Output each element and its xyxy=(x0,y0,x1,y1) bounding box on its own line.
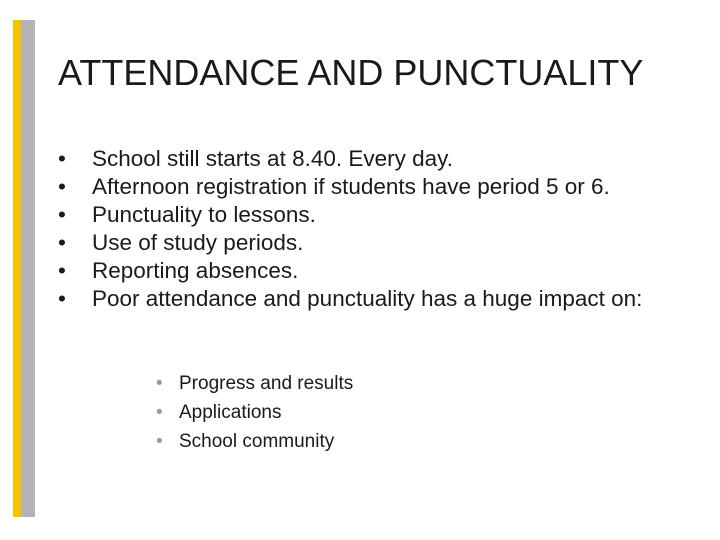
sub-bullet-dot-icon: • xyxy=(156,402,163,423)
slide-title: ATTENDANCE AND PUNCTUALITY xyxy=(58,52,644,93)
bullet-dot-icon: • xyxy=(58,286,66,311)
bullet-item xyxy=(58,145,708,173)
bullet-dot-icon: • xyxy=(58,202,66,227)
bullet-text: Poor attendance and punctuality has a huge impact on: xyxy=(92,286,643,311)
sub-bullet-dot-icon: • xyxy=(156,431,163,452)
bullet-item xyxy=(58,229,708,257)
bullet-item xyxy=(58,201,708,229)
sub-bullet-item xyxy=(156,427,353,456)
accent-bar-gray xyxy=(21,20,35,517)
bullet-list xyxy=(58,145,708,313)
bullet-text: Punctuality to lessons. xyxy=(92,202,316,227)
sub-bullet-list xyxy=(156,369,353,456)
bullet-item xyxy=(58,285,708,313)
bullet-item xyxy=(58,257,708,285)
sub-bullet-item xyxy=(156,398,353,427)
bullet-dot-icon: • xyxy=(58,258,66,283)
sub-bullet-text: Applications xyxy=(179,402,282,423)
bullet-dot-icon: • xyxy=(58,146,66,171)
bullet-text: Reporting absences. xyxy=(92,258,299,283)
bullet-dot-icon: • xyxy=(58,174,66,199)
sub-bullet-item xyxy=(156,369,353,398)
sub-bullet-dot-icon: • xyxy=(156,373,163,394)
bullet-text: School still starts at 8.40. Every day. xyxy=(92,146,453,171)
bullet-item xyxy=(58,173,708,201)
bullet-text: Use of study periods. xyxy=(92,230,304,255)
bullet-text: Afternoon registration if students have period 5 or 6. xyxy=(92,174,610,199)
sub-bullet-text: School community xyxy=(179,431,335,452)
bullet-dot-icon: • xyxy=(58,230,66,255)
accent-bar-yellow xyxy=(13,20,21,517)
sub-bullet-text: Progress and results xyxy=(179,373,354,394)
